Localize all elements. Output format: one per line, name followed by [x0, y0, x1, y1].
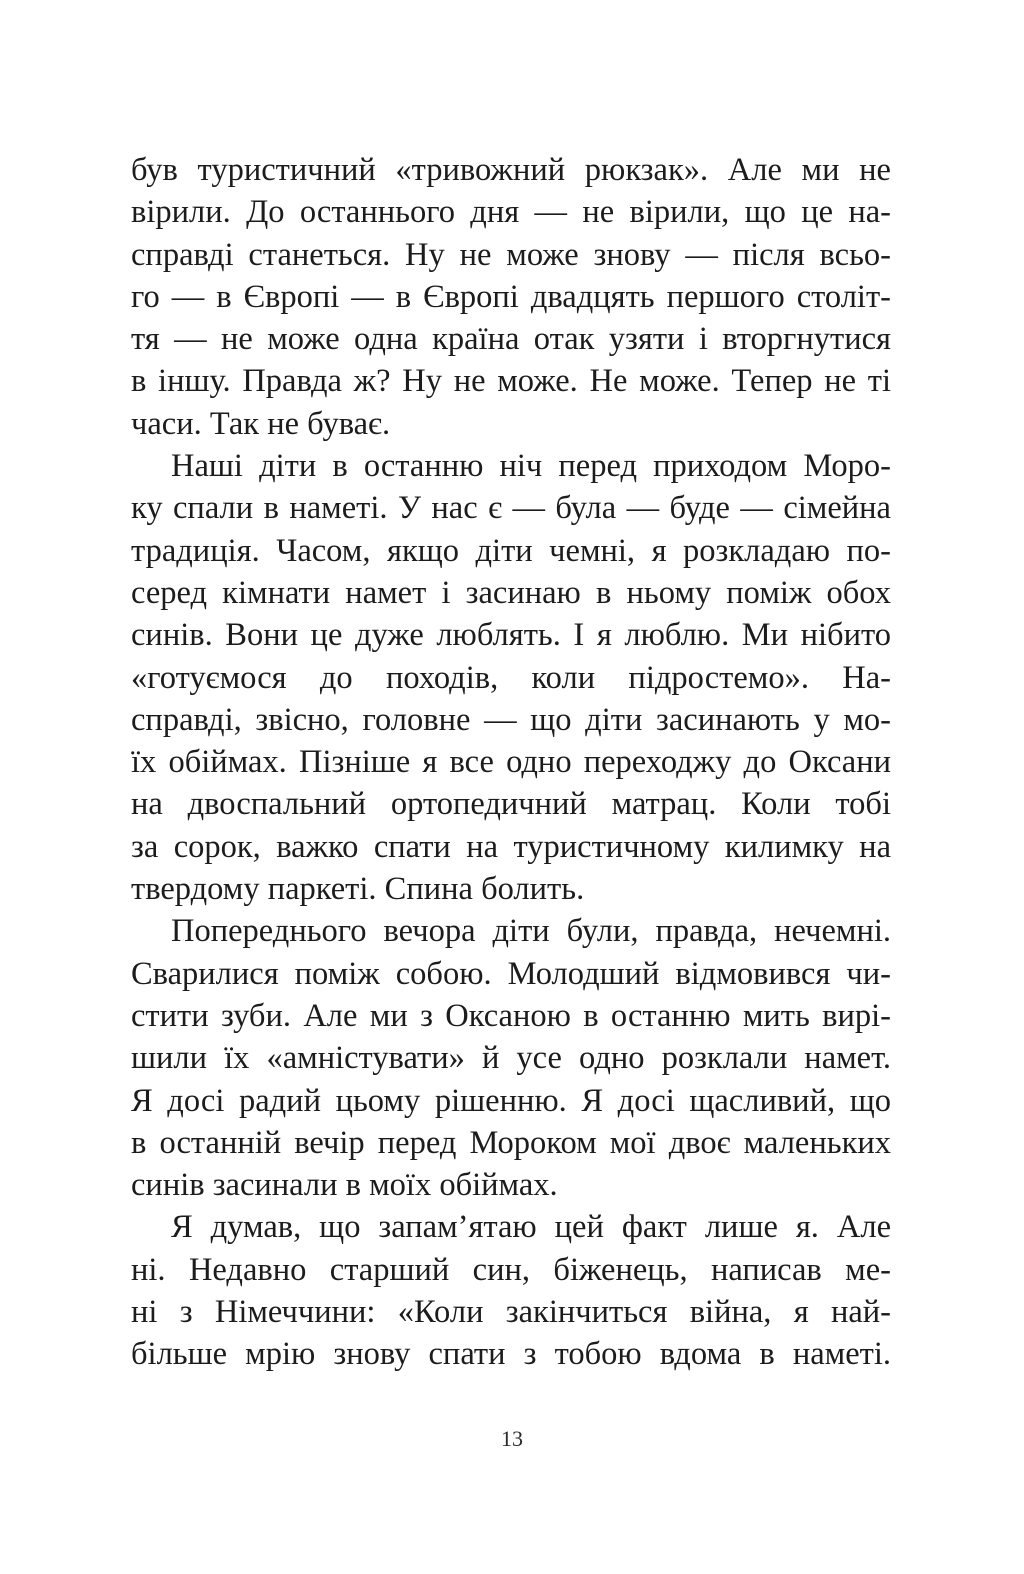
text-line: Наші діти в останню ніч перед приходом Моро- — [171, 448, 891, 485]
text-line: шили їх «амністувати» й усе одно розклали намет. — [131, 1040, 891, 1077]
page-number: 13 — [501, 1426, 523, 1451]
text-line: був туристичний «тривожний рюкзак». Але ми не — [131, 152, 891, 188]
text-line: го — в Європі — в Європі двадцять першого століт- — [131, 278, 891, 315]
text-line: за сорок, важко спати на туристичному килимку на — [131, 828, 891, 865]
text-line: Я досі радий цьому рішенню. Я досі щасливий, що — [131, 1082, 891, 1119]
text-line: твердому паркеті. Спина болить. — [131, 871, 585, 908]
text-line: серед кімнати намет і засинаю в ньому поміж обох — [131, 574, 891, 611]
text-line: ні з Німеччини: «Коли закінчиться війна, я най- — [131, 1294, 891, 1331]
text-line: Я думав, що запам’ятаю цей факт лише я. Але — [171, 1209, 891, 1246]
text-line: тя — не може одна країна отак узяти і вторгнутися — [131, 321, 891, 358]
text-line: Сварилися поміж собою. Молодший відмовився чи- — [131, 955, 891, 992]
text-line: справді, звісно, головне — що діти засинають у мо- — [131, 701, 891, 738]
text-line: ні. Недавно старший син, біженець, написав ме- — [131, 1251, 891, 1288]
text-line: в останній вечір перед Мороком мої двоє маленьких — [131, 1124, 891, 1161]
text-line: стити зуби. Але ми з Оксаною в останню мить вирі- — [131, 997, 891, 1034]
text-line: ку спали в наметі. У нас є — була — буде — сімейна — [131, 490, 891, 527]
text-line: «готуємося до походів, коли підростемо». На- — [131, 659, 891, 696]
text-line: в іншу. Правда ж? Ну не може. Не може. Тепер не ті — [131, 363, 891, 400]
text-line: традиція. Часом, якщо діти чемні, я розкладаю по- — [131, 532, 891, 569]
text-line: на двоспальний ортопедичний матрац. Коли тобі — [131, 786, 891, 823]
text-line: синів. Вони це дуже люблять. І я люблю. Ми нібито — [131, 617, 891, 654]
text-line: Попереднього вечора діти були, правда, нечемні. — [171, 913, 891, 950]
text-line: вірили. До останнього дня — не вірили, що це на- — [131, 194, 891, 231]
text-line: часи. Так не буває. — [131, 405, 391, 442]
text-line: справді станеться. Ну не може знову — після всьо- — [131, 236, 891, 273]
text-line: їх обіймах. Пізніше я все одно переходжу до Оксани — [131, 744, 891, 781]
text-line: більше мрію знову спати з тобою вдома в наметі. — [131, 1336, 891, 1373]
body-text — [131, 149, 891, 1376]
text-line: синів засинали в моїх обіймах. — [131, 1167, 558, 1204]
